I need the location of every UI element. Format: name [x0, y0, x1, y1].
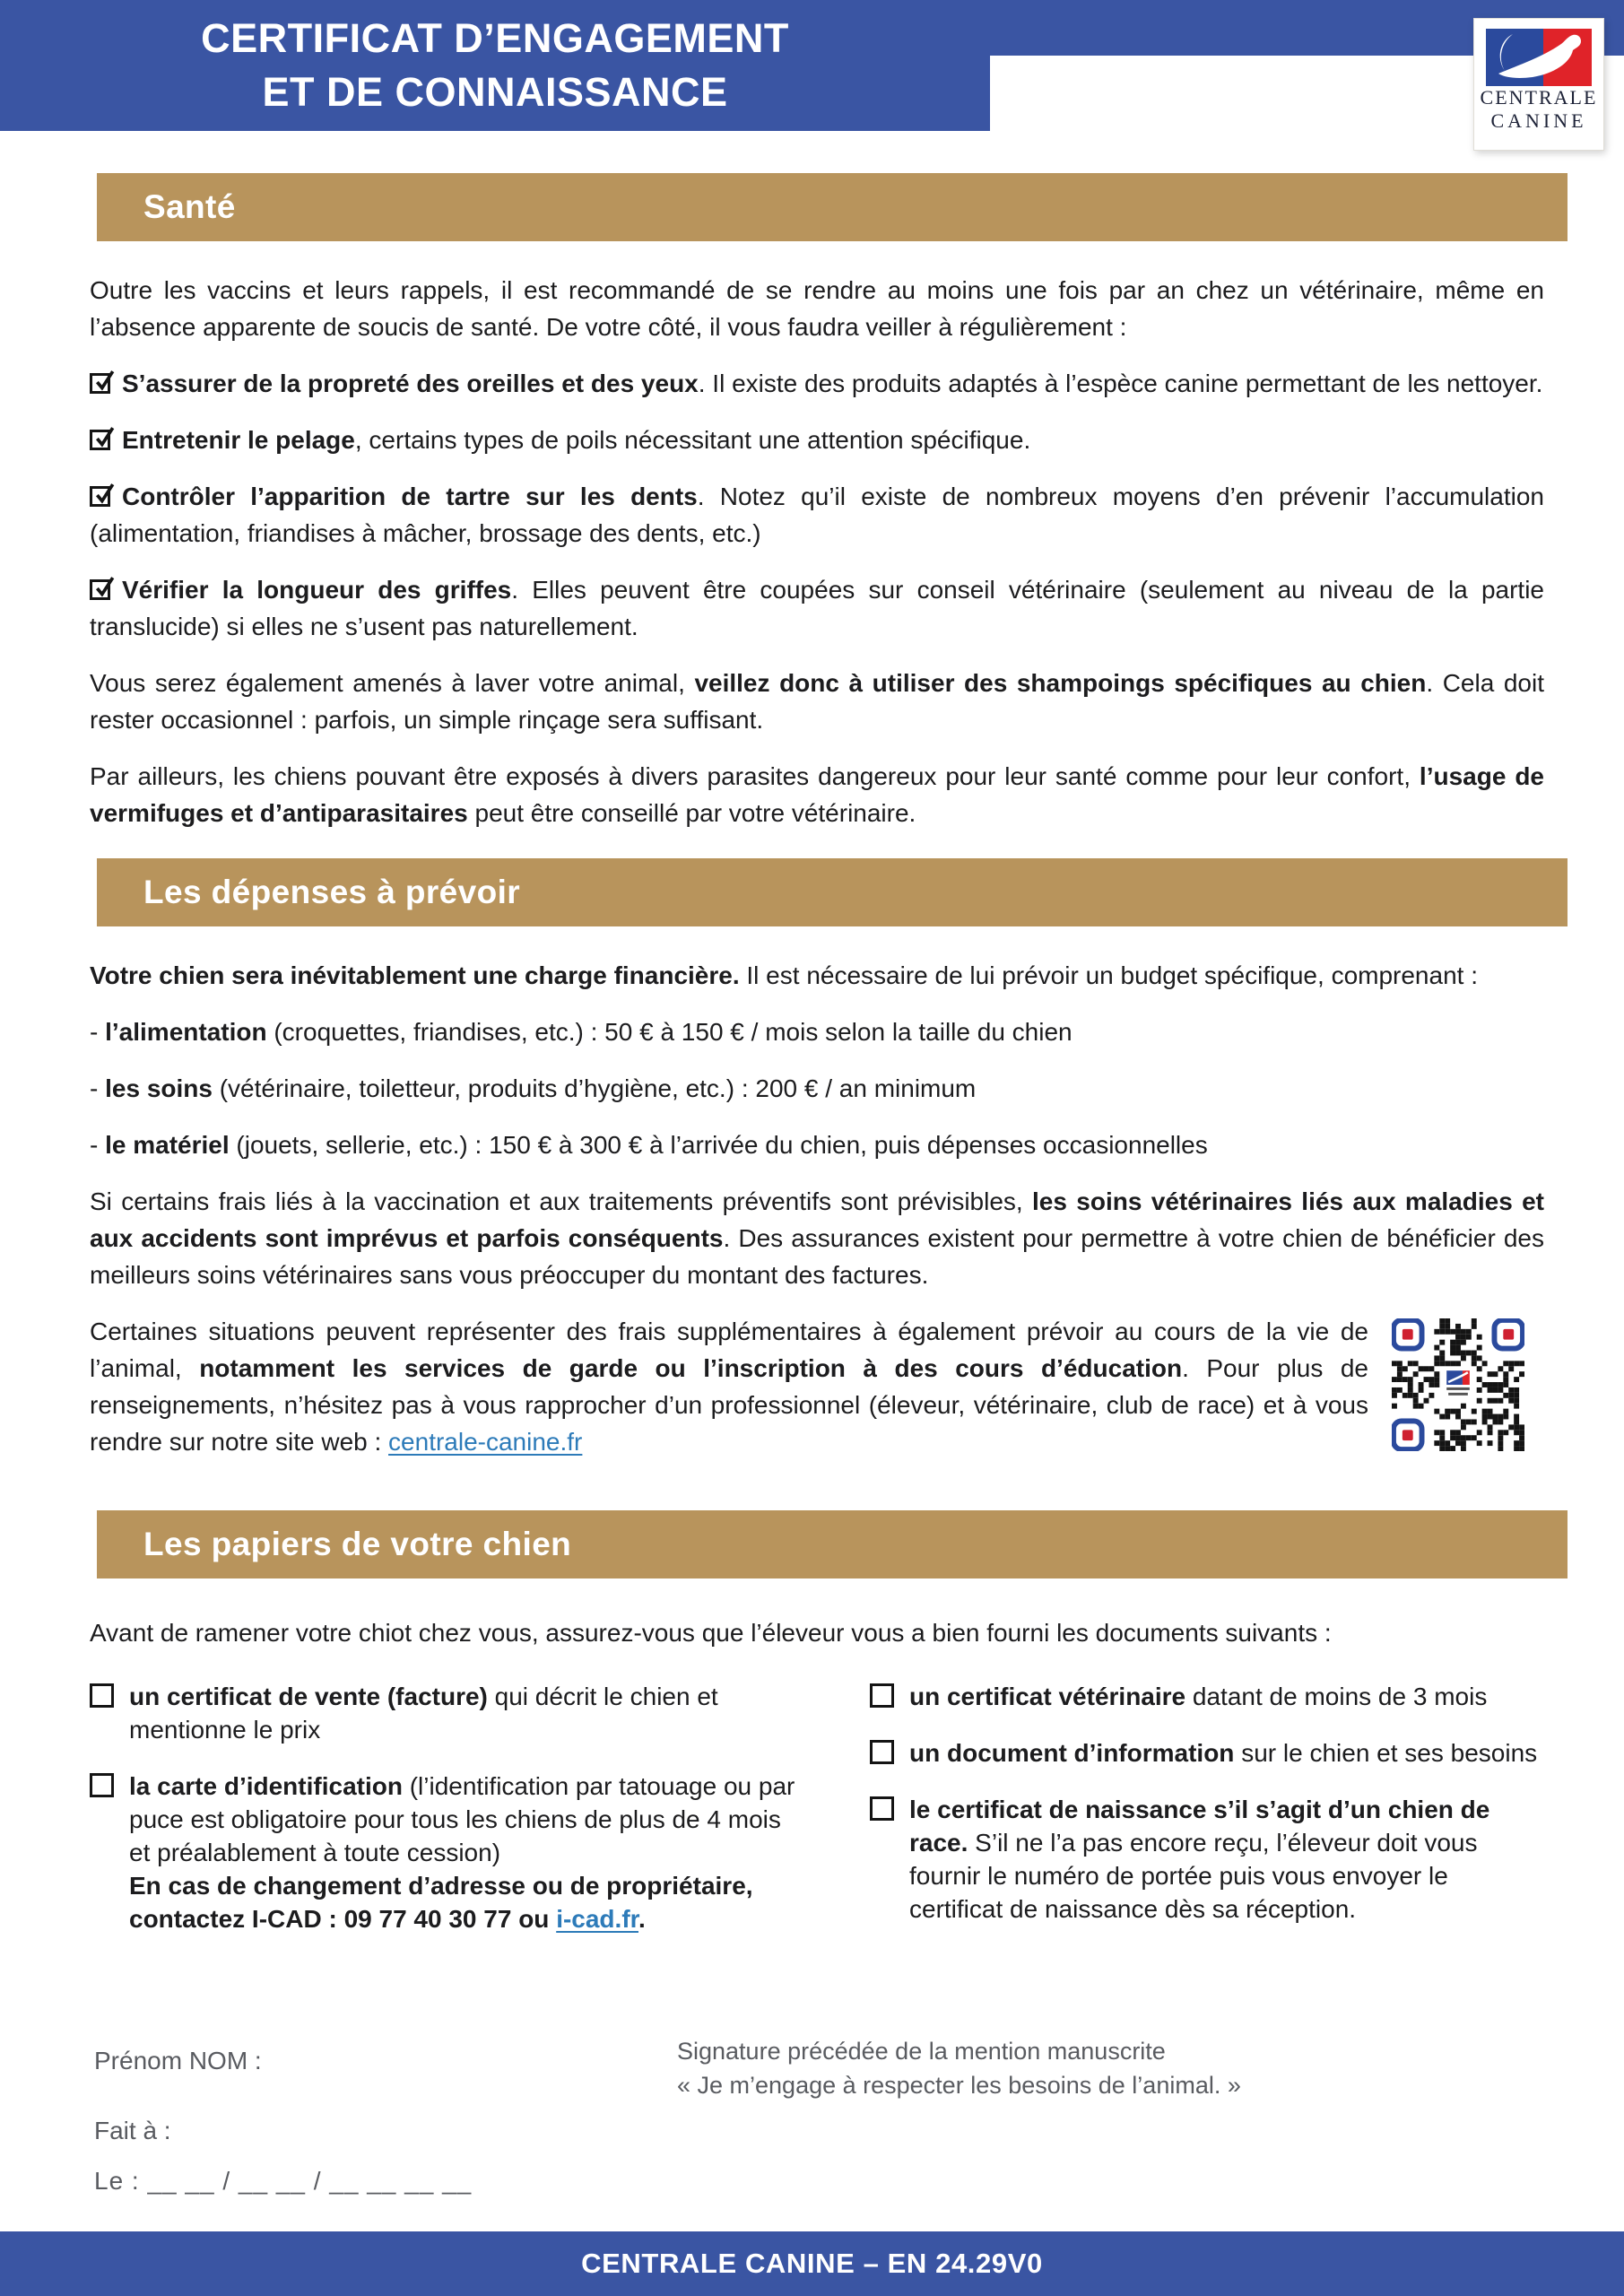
- section-title-sante: Santé: [143, 188, 236, 225]
- page-title-line-2: ET DE CONNAISSANCE: [262, 69, 728, 115]
- section-title-papiers: Les papiers de votre chien: [143, 1526, 572, 1562]
- sante-content: [90, 272, 1544, 831]
- checked-checkbox-icon[interactable]: [90, 430, 110, 450]
- logo-wordmark: [1481, 86, 1598, 133]
- sante-shampoing-paragraph: Vous serez également amenés à laver votre animal, veillez donc à utiliser des shampoings spécifiques au chien. Cela doit rester occasionnel : parfois, un simple rinçage sera suffisant.: [90, 669, 1544, 734]
- date-placeholder: __ __ / __ __ / __ __ __ __: [147, 2167, 473, 2195]
- check-item-certificat-vente: un certificat de vente (facture) qui décrit le chien et mentionne le prix: [90, 1680, 798, 1746]
- sante-checked-item: Vérifier la longueur des griffes. Elles peuvent être coupées sur conseil vétérinaire (seulement au niveau de la partie translucide) si elles ne s’usent pas naturellement.: [90, 576, 1544, 640]
- icad-note: En cas de changement d’adresse ou de propriétaire, contactez I-CAD : 09 77 40 30 77 ou i-cad.fr.: [129, 1872, 753, 1933]
- check-item-certificat-naissance: le certificat de naissance s’il s’agit d’un chien de race. S’il ne l’a pas encore reçu, l’éleveur doit vous fournir le numéro de portée puis vous envoyer le certificat de naissance dès sa réception.: [870, 1793, 1544, 1926]
- signature-note-line-2: « Je m’engage à respecter les besoins de l’animal. »: [677, 2072, 1241, 2099]
- date-field[interactable]: Le : __ __ / __ __ / __ __ __ __: [94, 2167, 473, 2195]
- depenses-bullet-materiel: - le matériel (jouets, sellerie, etc.) : 150 € à 300 € à l’arrivée du chien, puis dépenses occasionnelles: [90, 1131, 1208, 1159]
- check-item-carte-identification: la carte d’identification (l’identification par tatouage ou par puce est obligatoire pour tous les chiens de plus de 4 mois et préalablement à toute cession) En cas de changement d’adresse ou de propriétaire, contactez I-CAD : 09 77 40 30 77 ou i-cad.fr.: [90, 1770, 798, 1935]
- papiers-column-left: [90, 1680, 798, 1935]
- qr-code: [1392, 1318, 1524, 1451]
- place-field-label[interactable]: Fait à :: [94, 2117, 171, 2144]
- empty-checkbox-icon[interactable]: [870, 1740, 894, 1764]
- depenses-intro-paragraph: Votre chien sera inévitablement une charge financière. Il est nécessaire de lui prévoir un budget spécifique, comprenant :: [90, 961, 1478, 989]
- papiers-column-right: [870, 1680, 1544, 1935]
- checked-checkbox-icon[interactable]: [90, 579, 110, 600]
- check-item-document-information: un document d’information sur le chien et ses besoins: [870, 1736, 1544, 1770]
- papiers-intro-paragraph: Avant de ramener votre chiot chez vous, assurez-vous que l’éleveur vous a bien fourni les documents suivants :: [90, 1619, 1332, 1647]
- empty-checkbox-icon[interactable]: [870, 1796, 894, 1821]
- empty-checkbox-icon[interactable]: [90, 1683, 114, 1708]
- depenses-situations-paragraph: Certaines situations peuvent représenter des frais supplémentaires à également prévoir au cours de la vie de l’animal, notamment les services de garde ou l’inscription à des cours d’éducation. Pour plus de renseignements, n’hésitez pas à vous rapprocher d’un professionnel (éleveur, vétérinaire, club de race) et à vous rendre sur notre site web : centrale-canine.fr: [90, 1313, 1544, 1460]
- header-title-block: [0, 0, 990, 131]
- section-banner-papiers: [97, 1510, 1568, 1578]
- footer-reference: CENTRALE CANINE – EN 24.29V0: [581, 2248, 1043, 2279]
- signature-note-line-1: Signature précédée de la mention manuscrite: [677, 2038, 1166, 2065]
- icad-link[interactable]: i-cad.fr: [556, 1905, 638, 1933]
- section-banner-sante: [97, 173, 1568, 241]
- empty-checkbox-icon[interactable]: [870, 1683, 894, 1708]
- depenses-bullet-soins: - les soins (vétérinaire, toiletteur, produits d’hygiène, etc.) : 200 € / an minimum: [90, 1074, 977, 1102]
- checked-checkbox-icon[interactable]: [90, 486, 110, 507]
- logo-line-centrale: CENTRALE: [1480, 86, 1598, 109]
- sante-checked-item: Contrôler l’apparition de tartre sur les dents. Notez qu’il existe de nombreux moyens d’en prévenir l’accumulation (alimentation, friandises à mâcher, brossage des dents, etc.): [90, 483, 1544, 547]
- section-title-depenses: Les dépenses à prévoir: [143, 874, 521, 910]
- name-field-label[interactable]: Prénom NOM :: [94, 2047, 262, 2074]
- sante-checked-item: S’assurer de la propreté des oreilles et des yeux. Il existe des produits adaptés à l’espèce canine permettant de les nettoyer.: [90, 365, 1544, 402]
- sante-checked-item: Entretenir le pelage, certains types de poils nécessitant une attention spécifique.: [90, 422, 1544, 458]
- page-title-line-1: CERTIFICAT D’ENGAGEMENT: [201, 15, 789, 61]
- footer-bar: [0, 2231, 1624, 2296]
- papiers-checklist: [90, 1680, 1544, 1935]
- depenses-bullet-alimentation: - l’alimentation (croquettes, friandises, etc.) : 50 € à 150 € / mois selon la taille du chien: [90, 1018, 1073, 1046]
- signature-note: [677, 2034, 1241, 2102]
- dog-flag-icon: [1486, 29, 1592, 86]
- sante-intro-paragraph: Outre les vaccins et leurs rappels, il est recommandé de se rendre au moins une fois par an chez un vétérinaire, même en l’absence apparente de soucis de santé. De votre côté, il vous faudra veiller à régulièrement :: [90, 276, 1544, 341]
- papiers-content: [90, 1614, 1544, 1651]
- checked-checkbox-icon[interactable]: [90, 373, 110, 394]
- section-banner-depenses: [97, 858, 1568, 926]
- depenses-frais-paragraph: Si certains frais liés à la vaccination et aux traitements préventifs sont prévisibles, les soins vétérinaires liés aux maladies et aux accidents sont imprévus et parfois conséquents. Des assurances existent pour permettre à votre chien de bénéficier des meilleurs soins vétérinaires sans vous préoccuper du montant des factures.: [90, 1187, 1545, 1289]
- empty-checkbox-icon[interactable]: [90, 1773, 114, 1797]
- check-item-certificat-veterinaire: un certificat vétérinaire datant de moins de 3 mois: [870, 1680, 1544, 1713]
- centrale-canine-logo: [1473, 18, 1604, 151]
- depenses-content: [90, 957, 1544, 1460]
- signature-form: [90, 2034, 1544, 2240]
- logo-line-canine: CANINE: [1490, 109, 1587, 132]
- centrale-canine-link[interactable]: centrale-canine.fr: [388, 1428, 583, 1456]
- sante-parasites-paragraph: Par ailleurs, les chiens pouvant être exposés à divers parasites dangereux pour leur santé comme pour leur confort, l’usage de vermifuges et d’antiparasitaires peut être conseillé par votre vétérinaire.: [90, 762, 1545, 827]
